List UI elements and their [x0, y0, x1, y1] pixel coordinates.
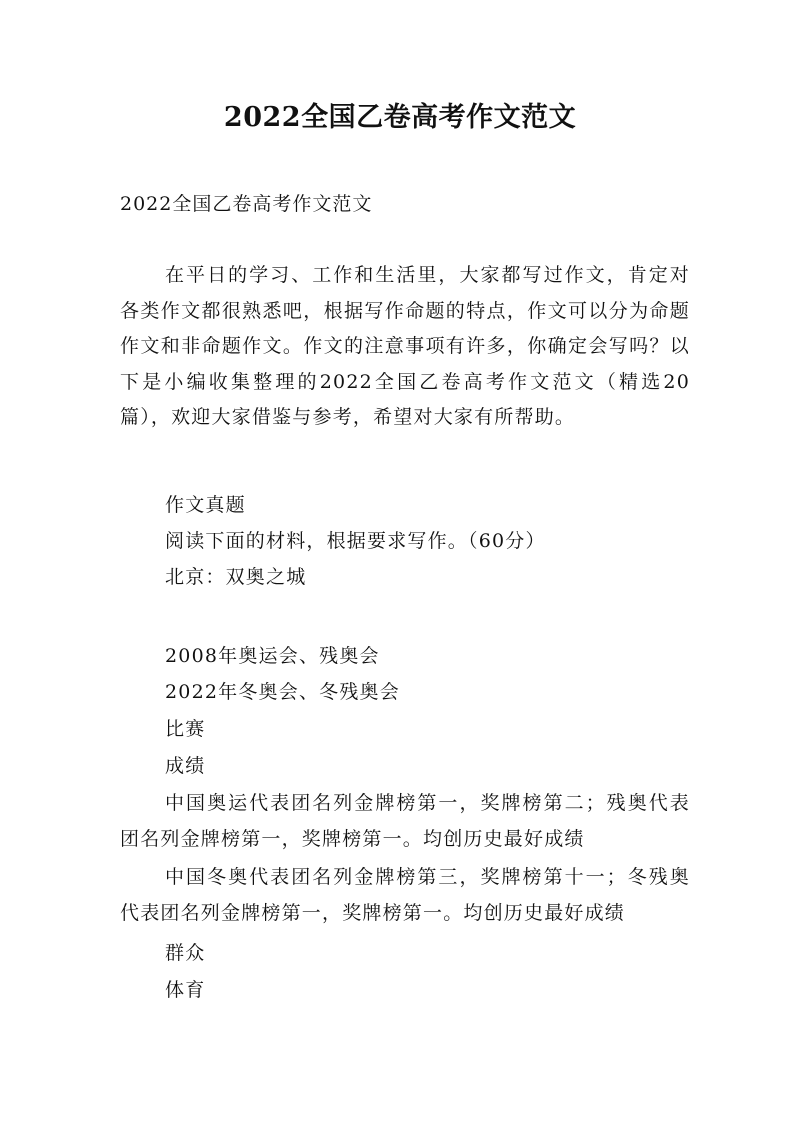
document-subtitle: 2022全国乙卷高考作文范文: [120, 193, 373, 215]
results-2008-paragraph: 中国奥运代表团名列金牌榜第一，奖牌榜第二；残奥代表团名列金牌榜第一，奖牌榜第一。均创历史最好成绩: [120, 792, 690, 850]
games-2008-line: 2008年奥运会、残奥会: [165, 645, 380, 667]
results-2022-paragraph: 中国冬奥代表团名列金牌榜第三，奖牌榜第十一；冬残奥代表团名列金牌榜第一，奖牌榜第一。均创历史最好成绩: [120, 866, 690, 924]
public-label: 群众: [165, 942, 206, 964]
results-label: 成绩: [165, 755, 206, 777]
intro-paragraph: 在平日的学习、工作和生活里，大家都写过作文，肯定对各类作文都很熟悉吧，根据写作命题的特点，作文可以分为命题作文和非命题作文。作文的注意事项有许多，你确定会写吗？以下是小编收集整理的2022全国乙卷高考作文范文（精选20篇），欢迎大家借鉴与参考，希望对大家有所帮助。: [120, 264, 690, 428]
document-title: 2022全国乙卷高考作文范文: [223, 102, 577, 133]
sports-label: 体育: [165, 979, 206, 1001]
games-2022-line: 2022年冬奥会、冬残奥会: [165, 681, 400, 703]
prompt-heading: 作文真题: [165, 494, 246, 516]
competition-label: 比赛: [165, 718, 206, 740]
prompt-instruction: 阅读下面的材料，根据要求写作。（60分）: [165, 530, 546, 552]
material-title: 北京：双奥之城: [165, 566, 307, 588]
